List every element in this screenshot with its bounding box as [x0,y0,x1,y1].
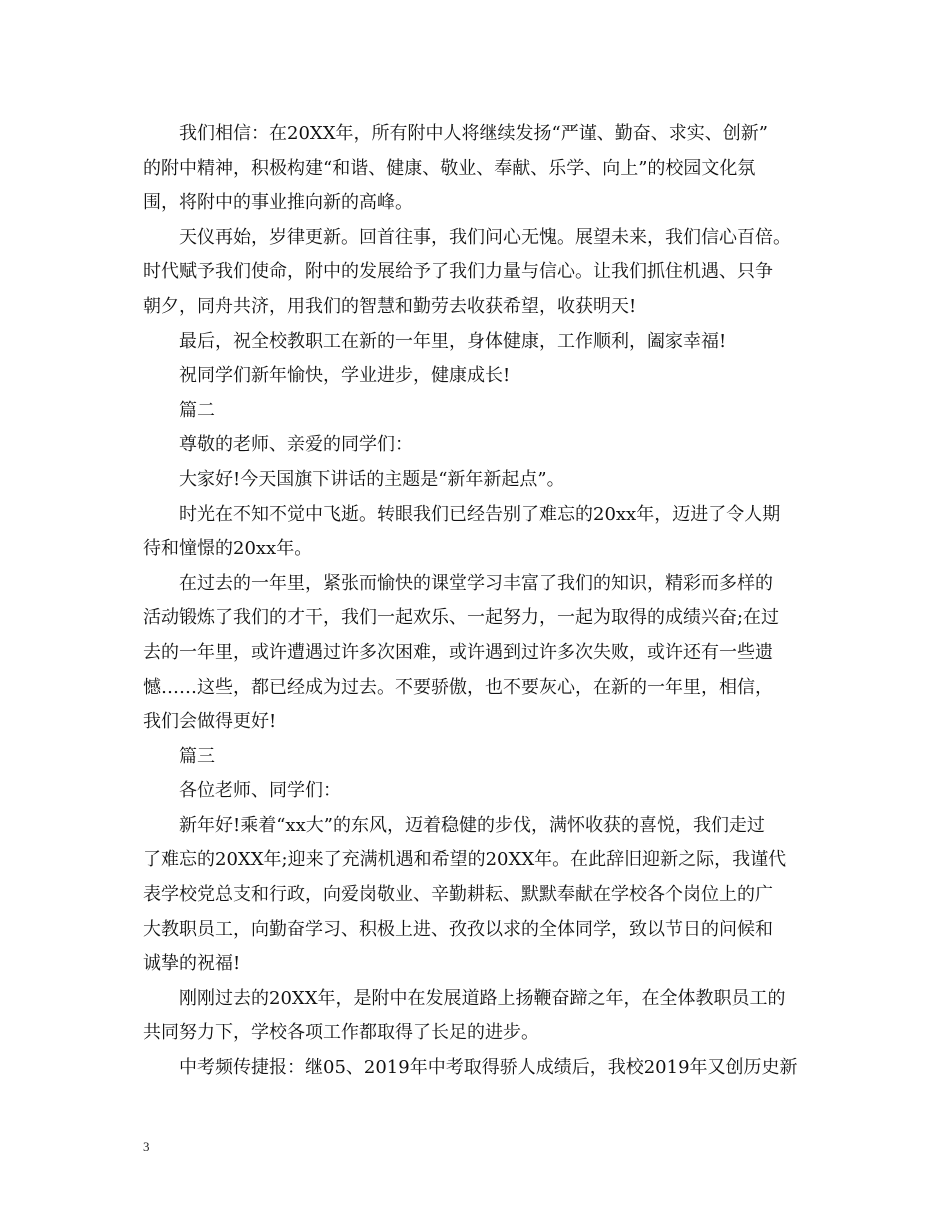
text-line: 祝同学们新年愉快，学业进步，健康成长! [179,365,511,387]
paragraph [143,982,813,1051]
text-line: 待和憧憬的20xx年。 [143,538,313,560]
text-line: 刚刚过去的20XX年，是附中在发展道路上扬鞭奋蹄之年，在全体教职员工的 [179,987,786,1009]
text-line: 了难忘的20XX年;迎来了充满机遇和希望的20XX年。在此辞旧迎新之际，我谨代 [143,849,787,871]
paragraph [143,394,813,429]
text-line: 大家好!今天国旗下讲话的主题是“新年新起点”。 [179,468,565,490]
text-line: 我们相信：在20XX年，所有附中人将继续发扬“严谨、勤奋、求实、创新” [179,123,768,144]
text-line: 时代赋予我们使命，附中的发展给予了我们力量与信心。让我们抓住机遇、只争 [143,261,773,283]
paragraph [143,428,813,463]
document-body [143,117,813,1086]
paragraph [143,325,813,360]
paragraph [143,498,813,567]
text-line: 时光在不知不觉中飞逝。转眼我们已经告别了难忘的20xx年，迈进了令人期 [179,503,781,525]
text-line: 诚挚的祝福! [143,953,241,975]
text-line: 篇二 [179,399,215,421]
text-line: 憾……这些，都已经成为过去。不要骄傲，也不要灰心，在新的一年里，相信， [143,676,773,698]
paragraph [143,740,813,775]
paragraph [143,809,813,982]
text-line: 表学校党总支和行政，向爱岗敬业、辛勤耕耘、默默奉献在学校各个岗位上的广 [143,884,773,906]
text-line: 活动锻炼了我们的才干，我们一起欢乐、一起努力，一起为取得的成绩兴奋;在过 [143,607,780,629]
paragraph [143,774,813,809]
text-line: 共同努力下，学校各项工作都取得了长足的进步。 [143,1022,539,1044]
text-line: 的附中精神，积极构建“和谐、健康、敬业、奉献、乐学、向上”的校园文化氛 [143,157,756,179]
text-line: 篇三 [179,745,215,767]
text-line: 去的一年里，或许遭遇过许多次困难，或许遇到过许多次失败，或许还有一些遗 [143,641,773,663]
text-line: 天仪再始，岁律更新。回首往事，我们问心无愧。展望未来，我们信心百倍。 [179,226,791,248]
text-line: 围，将附中的事业推向新的高峰。 [143,192,413,214]
text-line: 各位老师、同学们： [179,780,341,802]
text-line: 朝夕，同舟共济，用我们的智慧和勤劳去收获希望，收获明天! [143,295,637,317]
paragraph [143,359,813,394]
text-line: 我们会做得更好! [143,711,277,733]
text-line: 在过去的一年里，紧张而愉快的课堂学习丰富了我们的知识，精彩而多样的 [179,572,773,594]
paragraph [143,1051,813,1086]
text-line: 大教职员工，向勤奋学习、积极上进、孜孜以求的全体同学，致以节日的问候和 [143,918,773,940]
text-line: 新年好!乘着“xx大”的东风，迈着稳健的步伐，满怀收获的喜悦，我们走过 [179,814,765,836]
text-line: 最后，祝全校教职工在新的一年里，身体健康，工作顺利，阖家幸福! [179,330,727,352]
page-number: 3 [143,1139,150,1154]
text-line: 中考频传捷报：继05、2019年中考取得骄人成绩后，我校2019年又创历史新 [179,1057,798,1079]
paragraph [143,117,813,221]
paragraph [143,221,813,325]
paragraph [143,463,813,498]
paragraph [143,567,813,740]
text-line: 尊敬的老师、亲爱的同学们： [179,434,413,456]
